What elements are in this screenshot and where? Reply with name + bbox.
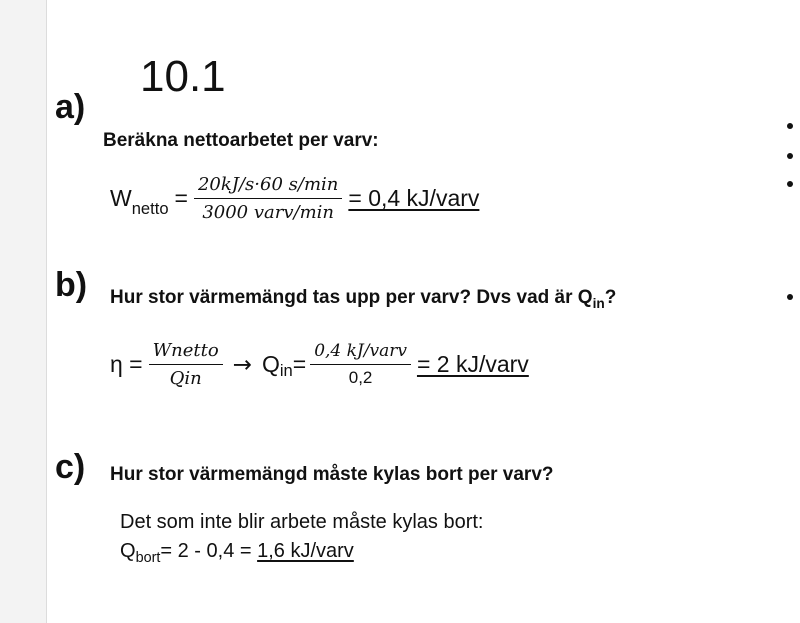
part-a-question: Beräkna nettoarbetet per varv: (103, 130, 379, 151)
question-mark: ? (604, 287, 617, 308)
calc-expression: = 2 - 0,4 = (160, 540, 258, 562)
part-b-question-text: Hur stor värmemängd tas upp per varv? Dvs vad är Q (110, 287, 593, 308)
part-c-calculation (120, 540, 354, 566)
bullet-1 (787, 123, 793, 129)
eta-numerator: Wnetto (149, 340, 223, 365)
page-title: 10.1 (140, 52, 226, 101)
fraction-numerator: 20kJ/s·60 s/min (194, 174, 342, 199)
fraction-denominator: 3000 varv/min (202, 202, 335, 223)
w-symbol: W (110, 185, 132, 211)
part-c-explanation: Det som inte blir arbete måste kylas bort: (120, 511, 484, 533)
q-bort-symbol: Q (120, 540, 136, 562)
part-b-result: = 2 kJ/varv (416, 351, 529, 377)
w-subscript: netto (131, 198, 169, 218)
bullet-4 (787, 294, 793, 300)
part-a-equation (110, 174, 479, 223)
part-a-label: a) (55, 88, 86, 126)
part-c-label: c) (55, 448, 86, 486)
part-c-question: Hur stor värmemängd måste kylas bort per varv? (110, 464, 554, 485)
q-symbol: Q (261, 351, 280, 377)
bullet-3 (787, 181, 793, 187)
equals-sign: = (174, 185, 188, 211)
q-in-subscript: in (592, 295, 605, 311)
part-c-result: 1,6 kJ/varv (257, 540, 354, 562)
work-fraction (194, 174, 342, 223)
q-equals: = (292, 351, 307, 377)
page-margin (0, 0, 47, 623)
eta-equals: η = (110, 351, 143, 377)
q-bort-subscript: bort (135, 550, 161, 566)
heat-fraction (310, 341, 411, 388)
heat-numerator: 0,4 kJ/varv (310, 341, 411, 365)
efficiency-fraction (149, 340, 223, 389)
bullet-2 (787, 153, 793, 159)
eta-denominator: Qin (169, 368, 202, 389)
q-subscript: in (279, 360, 293, 380)
part-b-question (110, 287, 616, 311)
arrow-icon: → (232, 351, 252, 378)
part-b-label: b) (55, 266, 88, 304)
heat-denominator: 0,2 (348, 368, 373, 387)
part-b-equation (110, 340, 529, 389)
part-a-result: = 0,4 kJ/varv (348, 185, 480, 211)
